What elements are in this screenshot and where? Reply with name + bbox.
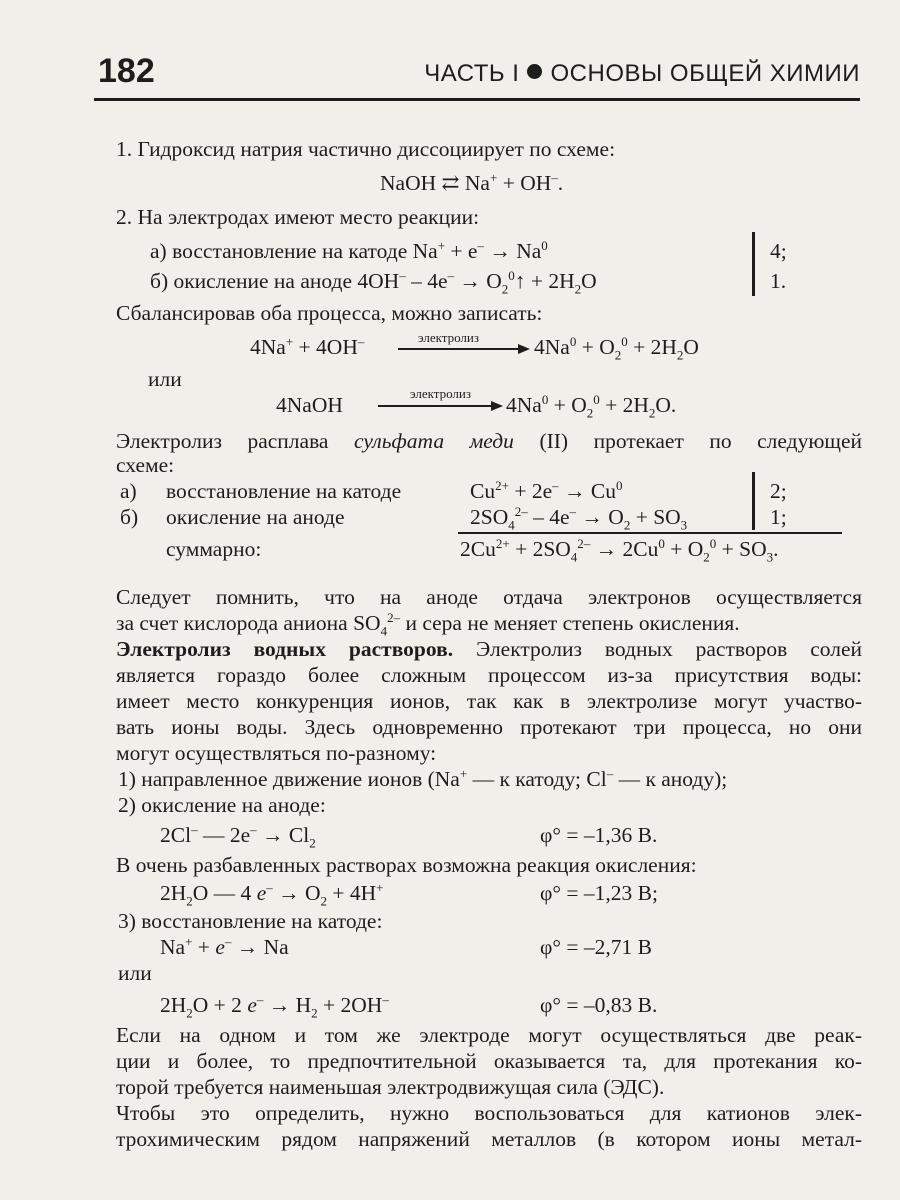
page-number: 182 — [98, 52, 155, 90]
running-header — [424, 60, 860, 88]
row-b-text: окисление на аноде — [166, 505, 345, 529]
sum-eq-1-rhs: $4Na^0 + O_2^0 + 2H_2O$ — [534, 333, 699, 363]
p2-line1: Электролиз водных растворов. Электролиз водных растворов солей — [116, 637, 862, 661]
ili-1: или — [148, 367, 182, 391]
section2-intro-end: схеме: — [116, 453, 175, 477]
arrow-line-2 — [378, 405, 493, 407]
chapter-title: ОСНОВЫ ОБЩЕЙ ХИМИИ — [550, 60, 860, 87]
header-rule — [94, 98, 860, 101]
balance-text: Сбалансировав оба процесса, можно записать: — [116, 301, 543, 325]
row-b-label: б) — [120, 505, 139, 529]
arrow-label-electrolysis-1: электролиз — [418, 330, 479, 345]
balance-bar — [752, 232, 755, 296]
potential-h2o: φ° = –1,23 В; — [540, 881, 658, 905]
sum-eq-1-lhs: 4Na+ + 4OH– — [250, 333, 365, 359]
row-c-text: суммарно: — [166, 537, 262, 561]
row-a-eq: $Cu^{2+} + 2e^- \to Cu^0$ — [470, 477, 623, 503]
reaction-a-coef: 4; — [770, 239, 787, 263]
bullet-icon — [527, 64, 542, 79]
list-item-3: 3) восстановление на катоде: — [118, 909, 383, 933]
row-a-text: восстановление на катоде — [166, 479, 402, 503]
list-item-1: 1) направленное движение ионов (Na+ — к катоду; Cl– — к аноду); — [118, 765, 728, 791]
p4-line2: трохимическим рядом напряжений металлов (в котором ионы метал- — [116, 1127, 862, 1151]
sum-rule — [458, 532, 842, 534]
balance-bar-2 — [752, 472, 755, 530]
item-1: 1. Гидроксид натрия частично диссоциирует по схеме: — [116, 137, 616, 161]
reaction-b: б) окисление на аноде $4OH^- - 4e^- \to O_2^0↑ + 2H_2O$ — [150, 267, 597, 297]
reaction-b-coef: 1. — [770, 269, 787, 293]
reaction-a: а) восстановление на катоде $Na^+ + e^- \to Na^0$ — [150, 237, 548, 263]
p1-line1: Следует помнить, что на аноде отдача электронов осуществляется — [116, 585, 862, 609]
p2-line4: вать ионы воды. Здесь одновременно протекают три процесса, но они — [116, 715, 862, 739]
equation-naoh-dissociation: NaOH ⇄ Na+ + OH–. — [380, 169, 564, 195]
sum-eq-2-lhs: 4NaOH — [276, 393, 343, 417]
list-item-2: 2) окисление на аноде: — [118, 793, 326, 817]
row-b-eq: $2SO_4^{2-} - 4e^- \to O_2 + SO_3$ — [470, 503, 688, 533]
p4-line1: Чтобы это определить, нужно воспользоваться для катионов элек- — [116, 1101, 862, 1125]
potential-na: φ° = –2,71 В — [540, 935, 652, 959]
equation-h2o: $2H_2O$ — 4 $e^- \to O_2 + 4H^+$ — [160, 879, 384, 909]
dilute-text: В очень разбавленных растворах возможна реакция окисления: — [116, 853, 697, 877]
arrow-label-electrolysis-2: электролиз — [410, 386, 471, 401]
row-a-coef: 2; — [770, 479, 787, 503]
potential-h2: φ° = –0,83 В. — [540, 993, 658, 1017]
row-b-coef: 1; — [770, 505, 787, 529]
equation-cl: 2Cl– — $2e^- \to Cl_2$ — [160, 821, 316, 851]
item-2: 2. На электродах имеют место реакции: — [116, 205, 480, 229]
equation-h2: $2H_2O + 2$ $e^- \to H_2 + 2OH^-$ — [160, 991, 389, 1021]
p2-line3: имеет место конкуренция ионов, так как в электролизе могут участво- — [116, 689, 862, 713]
p3-line2: ции и более, то предпочтительной оказывается та, для протекания ко- — [116, 1049, 862, 1073]
p3-line3: торой требуется наименьшая электродвижущая сила (ЭДС). — [116, 1075, 665, 1099]
part-label: ЧАСТЬ I — [424, 60, 520, 87]
row-a-label: а) — [120, 479, 137, 503]
p3-line1: Если на одном и том же электроде могут осуществляться две реак- — [116, 1023, 862, 1047]
p2-line2: является гораздо более сложным процессом из-за присутствия воды: — [116, 663, 862, 687]
potential-cl: φ° = –1,36 В. — [540, 823, 658, 847]
p2-line5: могут осуществляться по-разному: — [116, 741, 437, 765]
sum-eq-2-rhs: $4Na^0 + O_2^0 + 2H_2O$. — [506, 391, 677, 421]
ili-2: или — [118, 961, 152, 985]
section2-intro: Электролиз расплава сульфата меди (II) протекает по следующей — [116, 429, 863, 453]
p1-line2: за счет кислорода аниона $SO_4^{2-}$ и сера не меняет степень окисления. — [116, 609, 740, 639]
row-c-eq: $2Cu^{2+} + 2SO_4^{2-} \to 2Cu^0 + O_2^0 + SO_3$. — [460, 535, 779, 565]
arrow-line-1 — [398, 348, 520, 350]
equation-na: Na+ + e– → Na — [160, 933, 289, 959]
arrow-head-2 — [491, 401, 503, 411]
arrow-head-1 — [518, 344, 530, 354]
